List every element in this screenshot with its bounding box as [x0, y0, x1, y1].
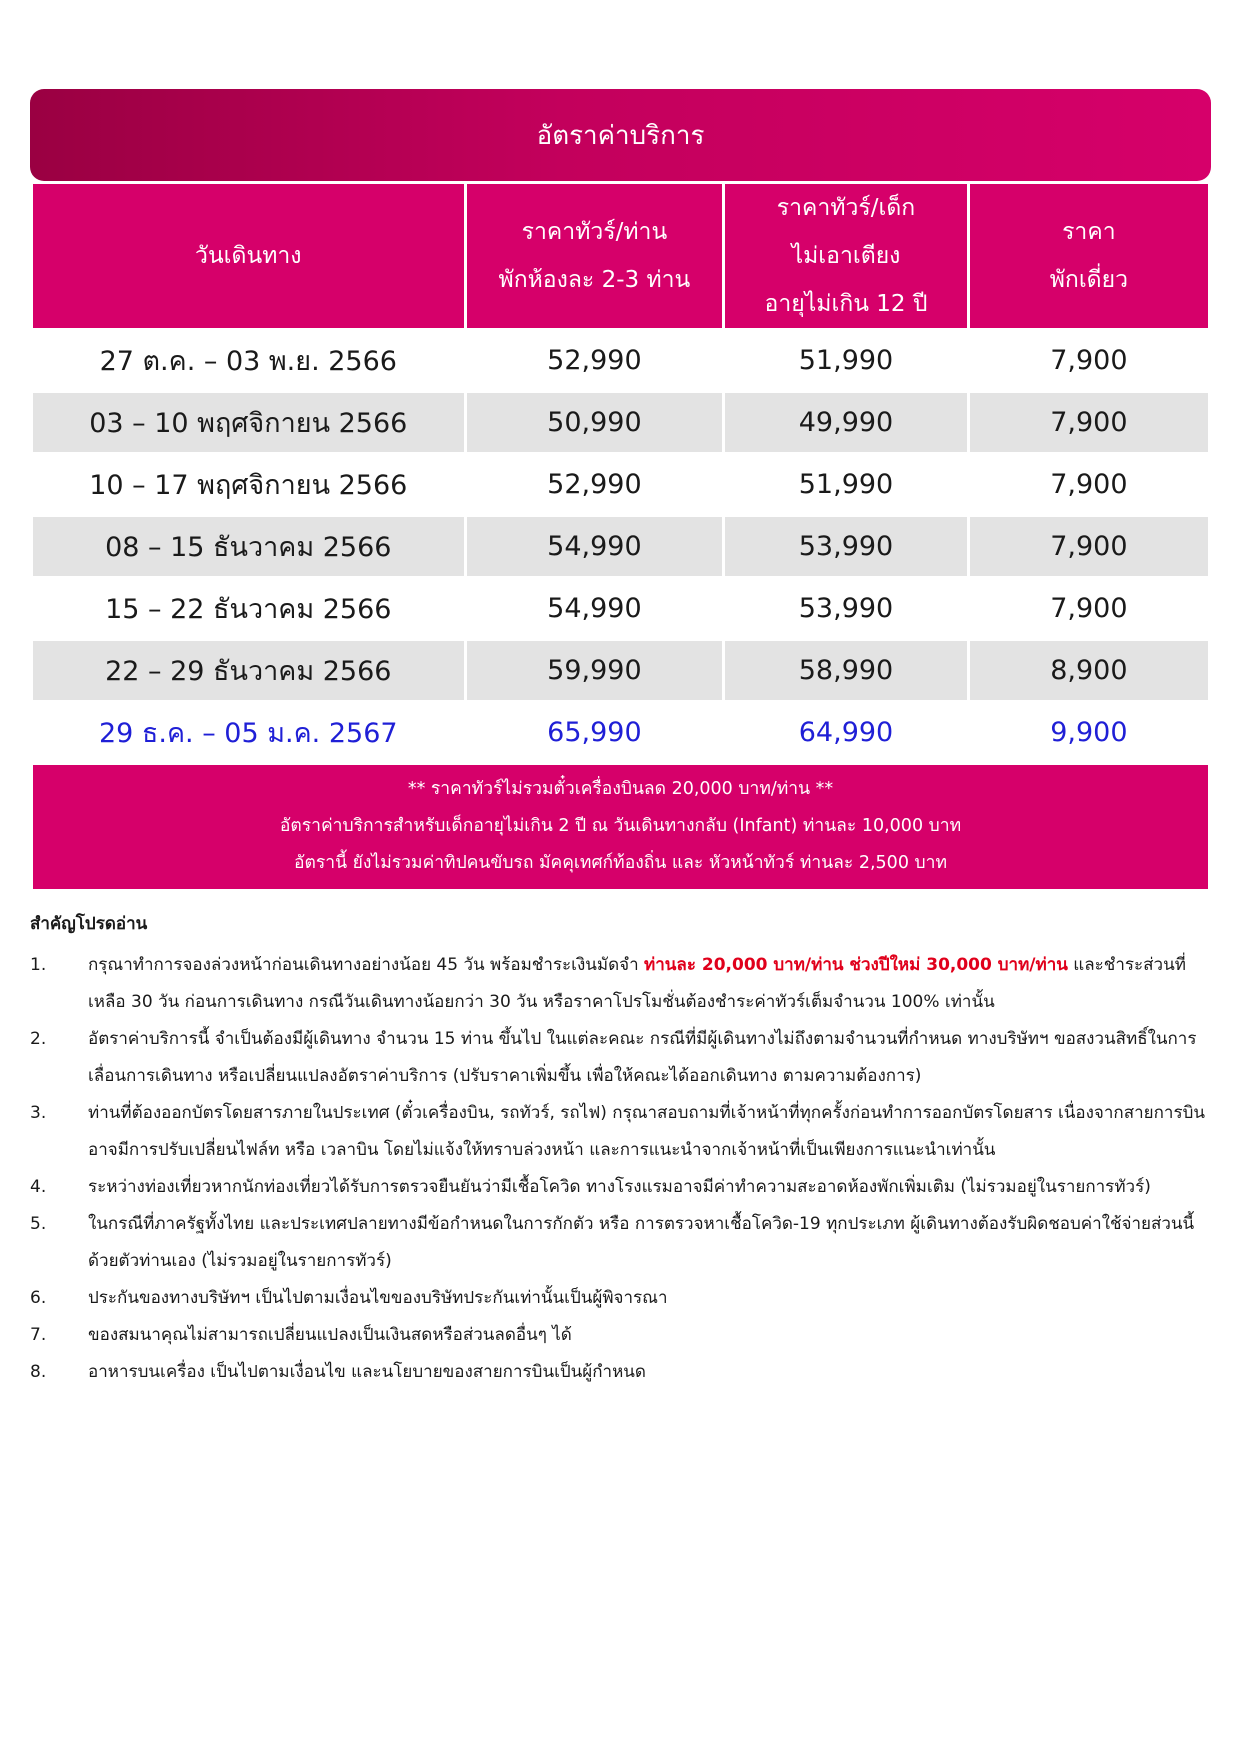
table-row	[33, 455, 1208, 514]
single-price-cell: 7,900	[970, 393, 1208, 452]
important-heading: สำคัญโปรดอ่าน	[30, 914, 148, 934]
list-item-text: อัตราค่าบริการนี้ จำเป็นต้องมีผู้เดินทาง จำนวน 15 ท่าน ขึ้นไป ในแต่ละคณะ กรณีที่มีผู้เดินทางไม่ถึงตามจำนวนที่กำหนด ทางบริษัทฯ ขอสงวนสิทธิ์ในการเลื่อนการเดินทาง หรือเปลี่ยนแปลงอัตราค่าบริการ (ปรับราคาเพิ่มขึ้น เพื่อให้คณะได้ออกเดินทาง ตามความต้องการ)	[88, 1029, 1197, 1086]
travel-date-cell: 10 – 17 พฤศจิกายน 2566	[33, 455, 464, 514]
table-row	[33, 393, 1208, 452]
child-price-cell: 58,990	[725, 641, 967, 700]
list-item-number: 2.	[30, 1029, 47, 1049]
travel-date-cell: 08 – 15 ธันวาคม 2566	[33, 517, 464, 576]
adult-price-cell: 52,990	[467, 455, 723, 514]
list-item-number: 5.	[30, 1214, 47, 1234]
table-row	[33, 331, 1208, 390]
header-line: ไม่เอาเตียง	[791, 243, 901, 269]
table-row-new-year	[33, 703, 1208, 762]
child-price-cell: 53,990	[725, 579, 967, 638]
price-note-line: ** ราคาทัวร์ไม่รวมตั๋วเครื่องบินลด 20,000 บาท/ท่าน **	[407, 779, 834, 799]
table-row	[33, 517, 1208, 576]
single-price-cell: 7,900	[970, 579, 1208, 638]
child-price-cell: 51,990	[725, 331, 967, 390]
price-note-line: อัตรานี้ ยังไม่รวมค่าทิปคนขับรถ มัคคุเทศก์ท้องถิ่น และ หัวหน้าทัวร์ ท่านละ 2,500 บาท	[293, 853, 947, 873]
adult-price-cell: 54,990	[467, 579, 723, 638]
table-row	[33, 641, 1208, 700]
header-line: อายุไม่เกิน 12 ปี	[764, 291, 928, 317]
price-table-title-text: อัตราค่าบริการ	[536, 120, 705, 151]
list-item	[30, 1354, 1211, 1391]
price-note-line: อัตราค่าบริการสำหรับเด็กอายุไม่เกิน 2 ปี ณ วันเดินทางกลับ (Infant) ท่านละ 10,000 บาท	[279, 816, 962, 836]
list-item	[30, 1206, 1211, 1280]
list-item-number: 3.	[30, 1103, 47, 1123]
list-item-number: 6.	[30, 1288, 47, 1308]
child-price-cell: 51,990	[725, 455, 967, 514]
table-row	[33, 579, 1208, 638]
header-line: วันเดินทาง	[195, 243, 302, 269]
travel-date-cell: 03 – 10 พฤศจิกายน 2566	[33, 393, 464, 452]
list-item	[30, 947, 1211, 1021]
list-item-text: ประกันของทางบริษัทฯ เป็นไปตามเงื่อนไขของบริษัทประกันเท่านั้นเป็นผู้พิจารณา	[88, 1288, 668, 1308]
deposit-highlight: ท่านละ 20,000 บาท/ท่าน ช่วงปีใหม่ 30,000 บาท/ท่าน	[644, 955, 1068, 975]
adult-price-cell: 50,990	[467, 393, 723, 452]
list-item-text: ท่านที่ต้องออกบัตรโดยสารภายในประเทศ (ตั๋วเครื่องบิน, รถทัวร์, รถไฟ) กรุณาสอบถามที่เจ้าหน้าที่ทุกครั้งก่อนทำการออกบัตรโดยสาร เนื่องจากสายการบินอาจมีการปรับเปลี่ยนไฟล์ท หรือ เวลาบิน โดยไม่แจ้งให้ทราบล่วงหน้า และการแนะนำจากเจ้าหน้าที่เป็นเพียงการแนะนำเท่านั้น	[88, 1103, 1205, 1160]
child-price-cell: 49,990	[725, 393, 967, 452]
list-item	[30, 1280, 1211, 1317]
list-item	[30, 1169, 1211, 1206]
price-table-header-row	[33, 184, 1208, 328]
single-price-cell: 7,900	[970, 517, 1208, 576]
list-item-number: 4.	[30, 1177, 47, 1197]
header-line: ราคา	[1062, 219, 1116, 245]
travel-date-cell: 15 – 22 ธันวาคม 2566	[33, 579, 464, 638]
important-section	[30, 910, 1211, 1391]
child-price-cell: 64,990	[725, 703, 967, 762]
price-table	[30, 181, 1211, 765]
single-price-cell: 9,900	[970, 703, 1208, 762]
list-item	[30, 1095, 1211, 1169]
list-item-text: ของสมนาคุณไม่สามารถเปลี่ยนแปลงเป็นเงินสดหรือส่วนลดอื่นๆ ได้	[88, 1325, 572, 1345]
adult-price-cell: 65,990	[467, 703, 723, 762]
header-line: พักเดี่ยว	[1049, 267, 1129, 293]
header-adult-price	[467, 184, 723, 328]
child-price-cell: 53,990	[725, 517, 967, 576]
list-item-number: 8.	[30, 1362, 47, 1382]
list-item-text: ในกรณีที่ภาครัฐทั้งไทย และประเทศปลายทางมีข้อกำหนดในการกักตัว หรือ การตรวจหาเชื้อโควิด-19 ทุกประเภท ผู้เดินทางต้องรับผิดชอบค่าใช้จ่ายส่วนนี้ด้วยตัวท่านเอง (ไม่รวมอยู่ในรายการทัวร์)	[88, 1214, 1195, 1271]
header-line: พักห้องละ 2-3 ท่าน	[498, 267, 691, 293]
price-sheet	[30, 89, 1211, 889]
list-item	[30, 1317, 1211, 1354]
list-item-number: 1.	[30, 955, 47, 975]
header-travel-date	[33, 184, 464, 328]
single-price-cell: 8,900	[970, 641, 1208, 700]
list-item	[30, 1021, 1211, 1095]
header-line: ราคาทัวร์/ท่าน	[521, 219, 668, 245]
header-line: ราคาทัวร์/เด็ก	[776, 195, 916, 221]
single-price-cell: 7,900	[970, 455, 1208, 514]
adult-price-cell: 52,990	[467, 331, 723, 390]
list-item-text: ระหว่างท่องเที่ยวหากนักท่องเที่ยวได้รับการตรวจยืนยันว่ามีเชื้อโควิด ทางโรงแรมอาจมีค่าทำความสะอาดห้องพักเพิ่มเติม (ไม่รวมอยู่ในรายการทัวร์)	[88, 1177, 1151, 1197]
travel-date-cell: 29 ธ.ค. – 05 ม.ค. 2567	[33, 703, 464, 762]
travel-date-cell: 22 – 29 ธันวาคม 2566	[33, 641, 464, 700]
list-item-text	[88, 947, 1211, 1021]
price-notes	[33, 765, 1208, 889]
list-item-number: 7.	[30, 1325, 47, 1345]
price-table-title	[30, 89, 1211, 181]
adult-price-cell: 59,990	[467, 641, 723, 700]
header-child-price	[725, 184, 967, 328]
adult-price-cell: 54,990	[467, 517, 723, 576]
header-single-price	[970, 184, 1208, 328]
list-item-text: อาหารบนเครื่อง เป็นไปตามเงื่อนไข และนโยบายของสายการบินเป็นผู้กำหนด	[88, 1362, 646, 1382]
list-item-text-part: กรุณาทำการจองล่วงหน้าก่อนเดินทางอย่างน้อย 45 วัน พร้อมชำระเงินมัดจำ	[88, 955, 645, 975]
travel-date-cell: 27 ต.ค. – 03 พ.ย. 2566	[33, 331, 464, 390]
single-price-cell: 7,900	[970, 331, 1208, 390]
important-list	[30, 947, 1211, 1391]
list-item-text-part: และชำระส่วนที่เหลือ 30 วัน ก่อนการเดินทาง กรณีวันเดินทางน้อยกว่า 30 วัน หรือราคาโปรโมชั่นต้องชำระค่าทัวร์เต็มจำนวน 100% เท่านั้น	[88, 955, 1186, 1012]
